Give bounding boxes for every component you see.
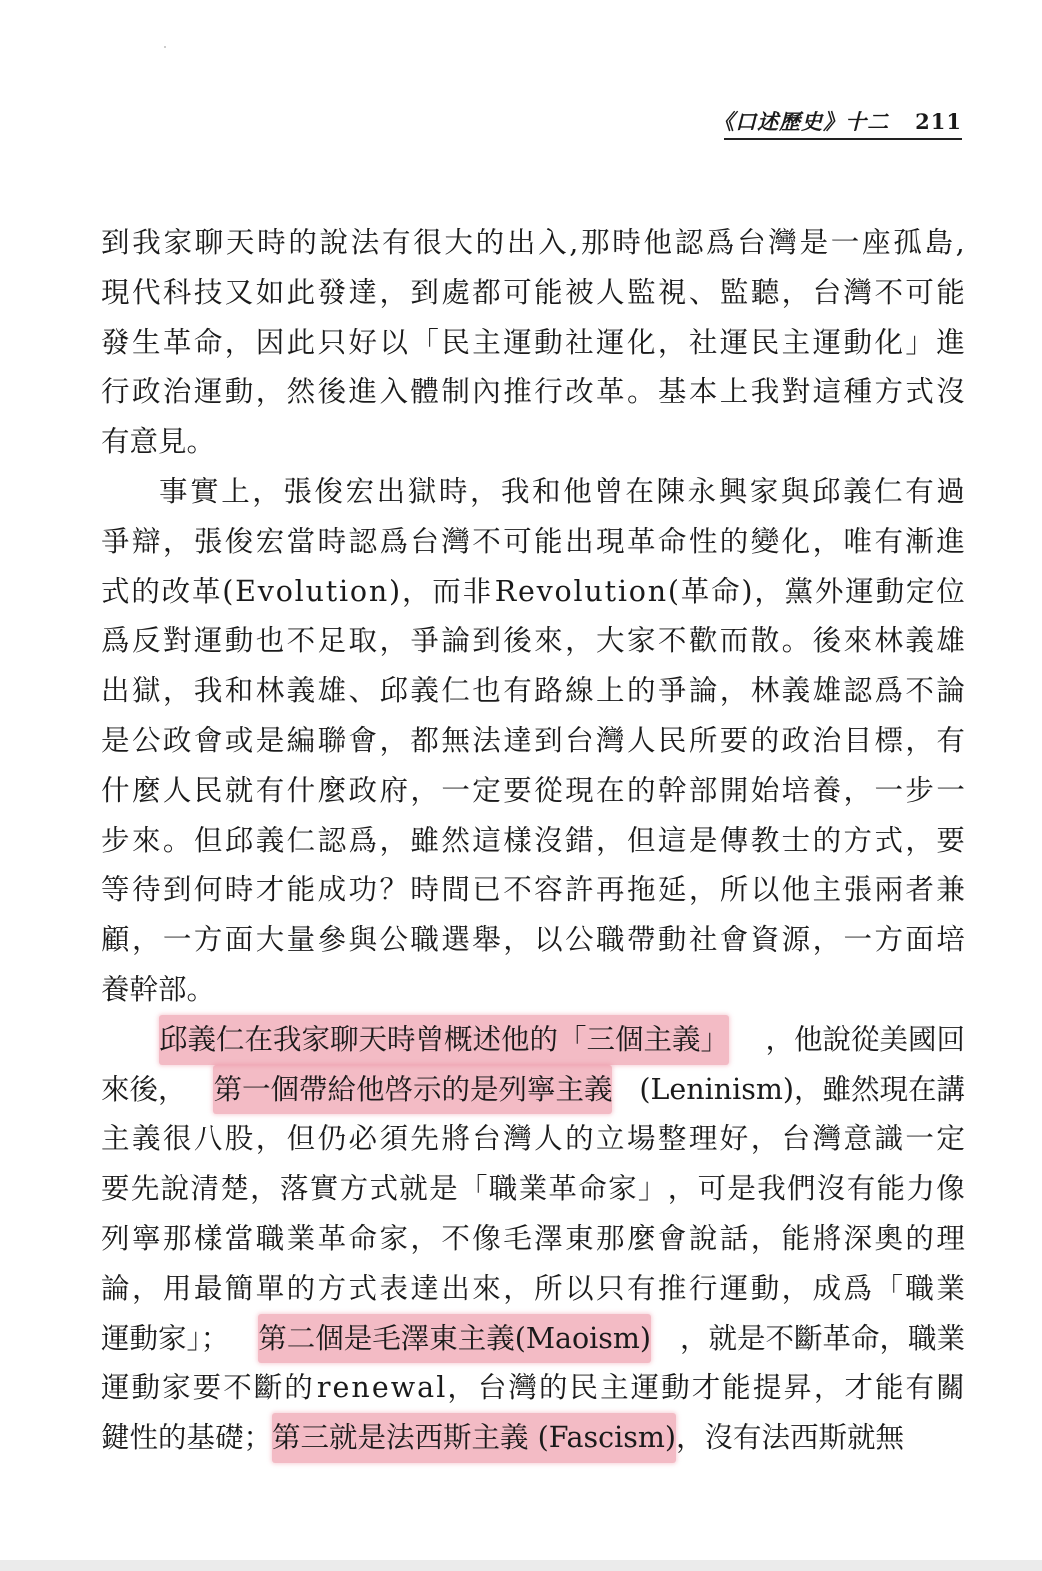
text-run: 鍵性的基礎； xyxy=(101,1421,273,1455)
highlighted-text: 第一個帶給他啓示的是列寧主義 xyxy=(213,1065,612,1115)
text-line xyxy=(101,1214,965,1264)
text-line xyxy=(101,367,965,417)
text-line xyxy=(101,965,965,1015)
text-line xyxy=(101,517,965,567)
text-run: 等 待 到 何 時 才 能 成 功 ？ 時 間 已 不 容 許 再 拖 延 ， 所 以 他 主 張 兩 者 兼 xyxy=(101,873,965,907)
running-header xyxy=(713,104,962,140)
text-run: 列 寧 那 樣 當 職 業 革 命 家 ， 不 像 毛 澤 東 那 麼 會 說 話 ， 能 將 深 奧 的 理 xyxy=(101,1221,965,1255)
text-run: 發 生 革 命 ， 因 此 只 好 以 「 民 主 運 動 社 運 化 ， 社 運 民 主 運 動 化 」 進 xyxy=(101,325,965,359)
text-run: 到 我 家 聊 天 時 的 說 法 有 很 大 的 出 入 , 那 時 他 認 爲 台 灣 是 一 座 孤 島 , xyxy=(101,226,965,259)
text-line xyxy=(101,1264,965,1314)
text-run: 顧 ， 一 方 面 大 量 參 與 公 職 選 舉 ， 以 公 職 帶 動 社 會 資 源 ， 一 方 面 培 xyxy=(101,923,965,957)
text-run: ，就是不斷革命，職業 xyxy=(679,1321,965,1355)
text-run: 事 實 上 ， 張 俊 宏 出 獄 時 ， 我 和 他 曾 在 陳 永 興 家 與 邱 義 仁 有 過 xyxy=(159,474,965,508)
text-line xyxy=(101,1413,965,1463)
text-run: 論 ， 用 最 簡 單 的 方 式 表 達 出 來 ， 所 以 只 有 推 行 運 動 ， 成 爲 「 職 業 xyxy=(101,1271,965,1305)
text-line xyxy=(101,417,965,467)
viewer-bottom-edge xyxy=(0,1560,1042,1571)
text-line xyxy=(101,1065,965,1115)
text-run: ，沒有法西斯就無 xyxy=(676,1421,905,1455)
highlighted-text: 第三就是法西斯主義 (Fascism) xyxy=(272,1413,676,1463)
text-run: 步 來 。 但 邱 義 仁 認 爲 ， 雖 然 這 樣 沒 錯 ， 但 這 是 傳 教 士 的 方 式 ， 要 xyxy=(101,823,965,857)
text-run: 運動家」； xyxy=(101,1321,230,1355)
text-line xyxy=(101,766,965,816)
text-line xyxy=(101,865,965,915)
text-line xyxy=(101,1363,965,1413)
text-line xyxy=(101,1164,965,1214)
text-line xyxy=(101,318,965,368)
text-run: 是 公 政 會 或 是 編 聯 會 ， 都 無 法 達 到 台 灣 人 民 所 要 的 政 治 目 標 ， 有 xyxy=(101,723,965,757)
book-title: 《口述歷史》十二 xyxy=(713,109,890,134)
text-run: (Leninism)，雖然現在講 xyxy=(639,1072,965,1106)
text-run: 什 麼 人 民 就 有 什 麼 政 府 ， 一 定 要 從 現 在 的 幹 部 開 始 培 養 ， 一 步 一 xyxy=(101,773,965,807)
text-line xyxy=(101,816,965,866)
text-run: 來後， xyxy=(101,1072,187,1106)
text-run: 要 先 說 清 楚 ， 落 實 方 式 就 是 「 職 業 革 命 家 」 ， 可 是 我 們 沒 有 能 力 像 xyxy=(101,1172,965,1206)
text-run: 出 獄 ， 我 和 林 義 雄 、 邱 義 仁 也 有 路 線 上 的 爭 論 ， 林 義 雄 認 爲 不 論 xyxy=(101,674,965,708)
text-run: 運 動 家 要 不 斷 的 r e n e w a l ， 台 灣 的 民 主 運 動 才 能 提 昇 ， 才 能 有 關 xyxy=(101,1371,965,1405)
text-line xyxy=(101,218,965,268)
highlighted-text: 第二個是毛澤東主義(Maoism) xyxy=(258,1314,651,1364)
text-run: 爭 辯 ， 張 俊 宏 當 時 認 爲 台 灣 不 可 能 出 現 革 命 性 的 變 化 ， 唯 有 漸 進 xyxy=(101,524,965,558)
text-line xyxy=(101,616,965,666)
body-text xyxy=(101,218,965,1463)
text-run: 有意見。 xyxy=(101,425,216,459)
text-run: 主 義 很 八 股 ， 但 仍 必 須 先 將 台 灣 人 的 立 場 整 理 好 ， 台 灣 意 識 一 定 xyxy=(101,1122,965,1156)
text-line xyxy=(101,666,965,716)
text-run: 養幹部。 xyxy=(101,972,216,1006)
text-run: ，他說從美國回 xyxy=(765,1022,965,1056)
highlighted-text: 邱義仁在我家聊天時曾概述他的「三個主義」 xyxy=(159,1015,729,1065)
text-run: 行 政 治 運 動 ， 然 後 進 入 體 制 內 推 行 改 革 。 基 本 上 我 對 這 種 方 式 沒 xyxy=(101,375,965,409)
text-line xyxy=(101,467,965,517)
text-line xyxy=(101,1114,965,1164)
text-run: 式 的 改 革 ( E v o l u t i o n ) ， 而 非 R e v o l u t i o n ( 革 命 ) ， 黨 外 運 動 定 位 xyxy=(101,574,965,608)
text-line xyxy=(101,915,965,965)
text-line xyxy=(101,268,965,318)
text-line xyxy=(101,1314,965,1364)
text-line xyxy=(101,1015,965,1065)
text-line xyxy=(101,567,965,617)
text-run: 現 代 科 技 又 如 此 發 達 ， 到 處 都 可 能 被 人 監 視 、 監 聽 ， 台 灣 不 可 能 xyxy=(101,275,965,309)
scan-speck xyxy=(164,46,166,48)
text-run: 爲 反 對 運 動 也 不 足 取 ， 爭 論 到 後 來 ， 大 家 不 歡 而 散 。 後 來 林 義 雄 xyxy=(101,624,965,658)
text-line xyxy=(101,716,965,766)
page-number: 211 xyxy=(915,108,962,134)
